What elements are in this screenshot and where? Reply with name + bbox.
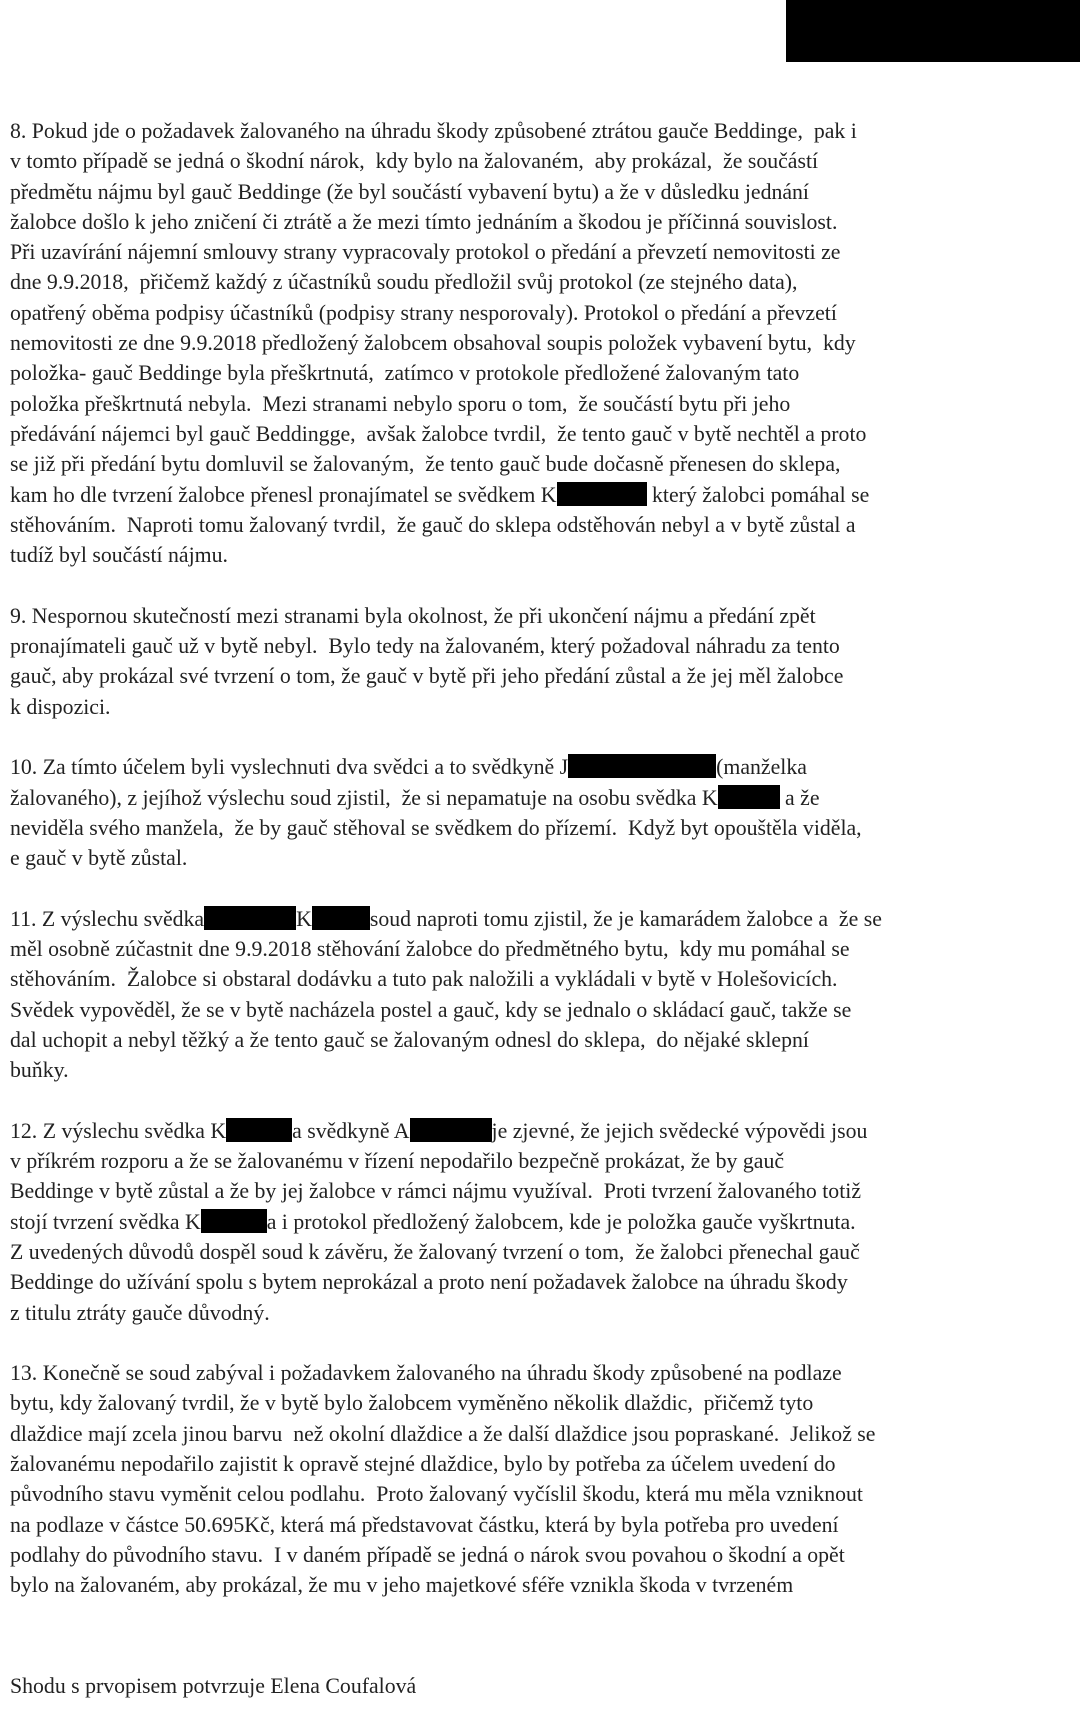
text-line: bytu, kdy žalovaný tvrdil, že v bytě bylo žalobcem vyměněno několik dlaždic, přičemž tyto bbox=[10, 1391, 814, 1416]
text-line: v tomto případě se jedná o škodní nárok, kdy bylo na žalovaném, aby prokázal, že součástí bbox=[10, 149, 819, 174]
text-line: v příkrém rozporu a že se žalovanému v řízení nepodařilo bezpečně prokázat, že by gauč bbox=[10, 1149, 785, 1174]
text-line: dne 9.9.2018, přičemž každý z účastníků soudu předložil svůj protokol (ze stejného data), bbox=[10, 270, 798, 295]
text-line: dal uchopit a nebyl těžký a že tento gauč se žalovaným odnesl do sklepa, do nějaké sklepní bbox=[10, 1027, 809, 1052]
paragraph-8 bbox=[10, 116, 1030, 570]
text-line: Při uzavírání nájemní smlouvy strany vypracovaly protokol o předání a převzetí nemovitosti ze bbox=[10, 240, 841, 265]
text-line: předmětu nájmu byl gauč Beddinge (že byl součástí vybavení bytu) a že v důsledku jednání bbox=[10, 179, 809, 204]
text-line: 11. Z výslechu svědka K soud naproti tomu zjistil, že je kamarádem žalobce a že se bbox=[10, 906, 882, 931]
text-line: e gauč v bytě zůstal. bbox=[10, 846, 188, 871]
paragraph-13 bbox=[10, 1358, 1030, 1600]
redaction-block-header bbox=[786, 0, 1080, 62]
paragraph-10 bbox=[10, 752, 1030, 873]
text-line: tudíž byl součástí nájmu. bbox=[10, 543, 228, 568]
text-line: žalovanému nepodařilo zajistit k opravě stejné dlaždice, bylo by potřeba za účelem uvedení do bbox=[10, 1452, 836, 1477]
redaction-block bbox=[204, 906, 296, 930]
text-line: stěhováním. Naproti tomu žalovaný tvrdil, že gauč do sklepa odstěhován nebyl a v bytě zůstal a bbox=[10, 512, 856, 537]
redaction-block bbox=[312, 906, 370, 930]
redaction-block bbox=[568, 754, 716, 778]
text-line: opatřený oběma podpisy účastníků (podpisy strany nesporovaly). Protokol o předání a převzetí bbox=[10, 300, 837, 325]
text-line: měl osobně zúčastnit dne 9.9.2018 stěhování žalobce do předmětného bytu, kdy mu pomáhal se bbox=[10, 937, 850, 962]
text-line: k dispozici. bbox=[10, 694, 111, 719]
text-line: 8. Pokud jde o požadavek žalovaného na úhradu škody způsobené ztrátou gauče Beddinge, pak i bbox=[10, 119, 857, 143]
redaction-block bbox=[226, 1118, 292, 1142]
text-line: stojí tvrzení svědka K a i protokol předložený žalobcem, kde je položka gauče vyškrtnuta. bbox=[10, 1209, 856, 1234]
paragraph-gap bbox=[10, 1328, 1030, 1358]
text-line: 12. Z výslechu svědka K a svědkyně A je zjevné, že jejich svědecké výpovědi jsou bbox=[10, 1118, 868, 1143]
text-line: bylo na žalovaném, aby prokázal, že mu v jeho majetkové sféře vznikla škoda v tvrzeném bbox=[10, 1573, 794, 1598]
text-line: 13. Konečně se soud zabýval i požadavkem žalovaného na úhradu škody způsobené na podlaze bbox=[10, 1361, 842, 1386]
text-line: buňky. bbox=[10, 1058, 69, 1083]
certification-footer: Shodu s prvopisem potvrzuje Elena Coufalová bbox=[10, 1674, 417, 1698]
text-line: Z uvedených důvodů dospěl soud k závěru, že žalovaný tvrzení o tom, že žalobci přenechal gauč bbox=[10, 1239, 860, 1264]
text-line: žalobce došlo k jeho zničení či ztrátě a že mezi tímto jednáním a škodou je příčinná souvislost. bbox=[10, 209, 838, 234]
text-line: z titulu ztráty gauče důvodný. bbox=[10, 1300, 270, 1325]
text-line: předávání nájemci byl gauč Beddingge, avšak žalobce tvrdil, že tento gauč v bytě nechtěl a proto bbox=[10, 421, 867, 446]
text-line: 10. Za tímto účelem byli vyslechnuti dva svědci a to svědkyně J (manželka bbox=[10, 755, 807, 780]
text-line: žalovaného), z jejíhož výslechu soud zjistil, že si nepamatuje na osobu svědka K a že bbox=[10, 785, 820, 810]
text-line: pronajímateli gauč už v bytě nebyl. Bylo tedy na žalovaném, který požadoval náhradu za tento bbox=[10, 634, 840, 659]
redaction-block bbox=[557, 482, 647, 506]
text-line: na podlaze v částce 50.695Kč, která má představovat částku, která by byla potřeba pro uvedení bbox=[10, 1512, 839, 1537]
text-line: gauč, aby prokázal své tvrzení o tom, že gauč v bytě při jeho předání zůstal a že jej měl žalobce bbox=[10, 664, 844, 689]
text-line: nemovitosti ze dne 9.9.2018 předložený žalobcem obsahoval soupis položek vybavení bytu, kdy bbox=[10, 331, 856, 356]
text-line: dlaždice mají zcela jinou barvu než okolní dlaždice a že další dlaždice jsou popraskané. Jelikož se bbox=[10, 1421, 876, 1446]
text-line: Beddinge v bytě zůstal a že by jej žalobce v rámci nájmu využíval. Proti tvrzení žalovaného totiž bbox=[10, 1179, 861, 1204]
text-line: kam ho dle tvrzení žalobce přenesl pronajímatel se svědkem K který žalobci pomáhal se bbox=[10, 482, 870, 507]
paragraph-gap bbox=[10, 1086, 1030, 1116]
text-line: původního stavu vyměnit celou podlahu. Proto žalovaný vyčíslil škodu, která mu měla vzniknout bbox=[10, 1482, 863, 1507]
text-line: stěhováním. Žalobce si obstaral dodávku a tuto pak naložili a vykládali v bytě v Holešovicích. bbox=[10, 967, 838, 992]
paragraph-11 bbox=[10, 904, 1030, 1086]
document-body bbox=[10, 116, 1030, 1601]
redaction-block bbox=[410, 1118, 492, 1142]
redaction-block bbox=[201, 1209, 267, 1233]
text-line: neviděla svého manžela, že by gauč stěhoval se svědkem do přízemí. Když byt opouštěla viděla, bbox=[10, 815, 862, 840]
text-line: položka přeškrtnutá nebyla. Mezi stranami nebylo sporu o tom, že součástí bytu při jeho bbox=[10, 391, 791, 416]
redaction-block bbox=[718, 785, 780, 809]
text-line: položka- gauč Beddinge byla přeškrtnutá, zatímco v protokole předložené žalovaným tato bbox=[10, 361, 800, 386]
paragraph-12 bbox=[10, 1116, 1030, 1328]
paragraph-gap bbox=[10, 570, 1030, 600]
paragraph-gap bbox=[10, 873, 1030, 903]
text-line: 9. Nespornou skutečností mezi stranami byla okolnost, že při ukončení nájmu a předání zpět bbox=[10, 603, 816, 628]
paragraph-gap bbox=[10, 722, 1030, 752]
text-line: podlahy do původního stavu. I v daném případě se jedná o nárok svou povahou o škodní a opět bbox=[10, 1542, 845, 1567]
text-line: Svědek vypověděl, že se v bytě nacházela postel a gauč, kdy se jednalo o skládací gauč, takže se bbox=[10, 997, 852, 1022]
text-line: se již při předání bytu domluvil se žalovaným, že tento gauč bude dočasně přenesen do sklepa, bbox=[10, 452, 841, 477]
paragraph-9 bbox=[10, 601, 1030, 722]
text-line: Beddinge do užívání spolu s bytem neprokázal a proto není požadavek žalobce na úhradu škody bbox=[10, 1270, 848, 1295]
